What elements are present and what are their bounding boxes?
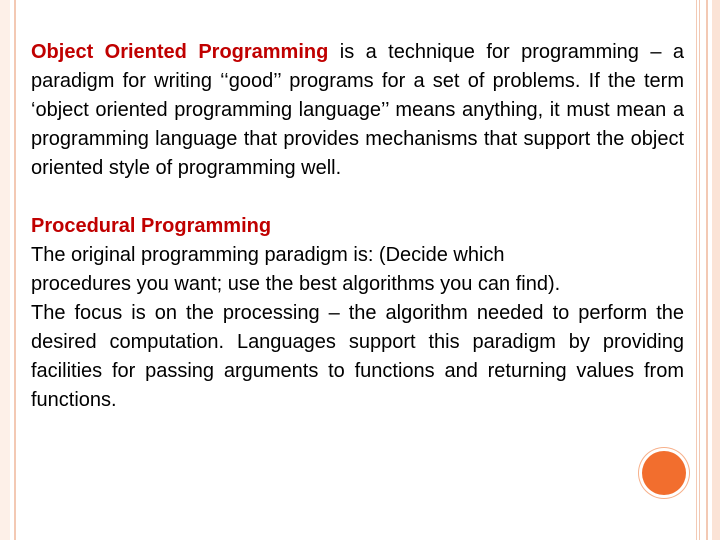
right-decor-band	[712, 0, 720, 540]
procedural-line-1: The original programming paradigm is: (Decide which	[31, 244, 505, 266]
slide-body	[31, 38, 684, 415]
procedural-heading: Procedural Programming	[31, 215, 272, 237]
orange-circle-decoration	[642, 451, 686, 495]
left-decor-band	[0, 0, 10, 540]
slide-frame-inner-line	[696, 0, 700, 540]
procedural-body: The focus is on the processing – the algorithm needed to perform the desired computation. Languages support this paradigm by providing facilities for passing arguments to functions and returning values from functions.	[31, 302, 684, 411]
oop-definition: is a technique for programming – a paradigm for writing ‘‘good’’ programs for a set of problems. If the term ‘object oriented programming language’’ means anything, it must mean a programming language that provides mechanisms that support the object oriented style of programming well.	[31, 41, 685, 179]
oop-term: Object Oriented Programming	[31, 41, 329, 63]
procedural-section	[31, 212, 684, 415]
oop-paragraph	[31, 38, 684, 183]
procedural-line-2: procedures you want; use the best algorithms you can find).	[31, 273, 561, 295]
